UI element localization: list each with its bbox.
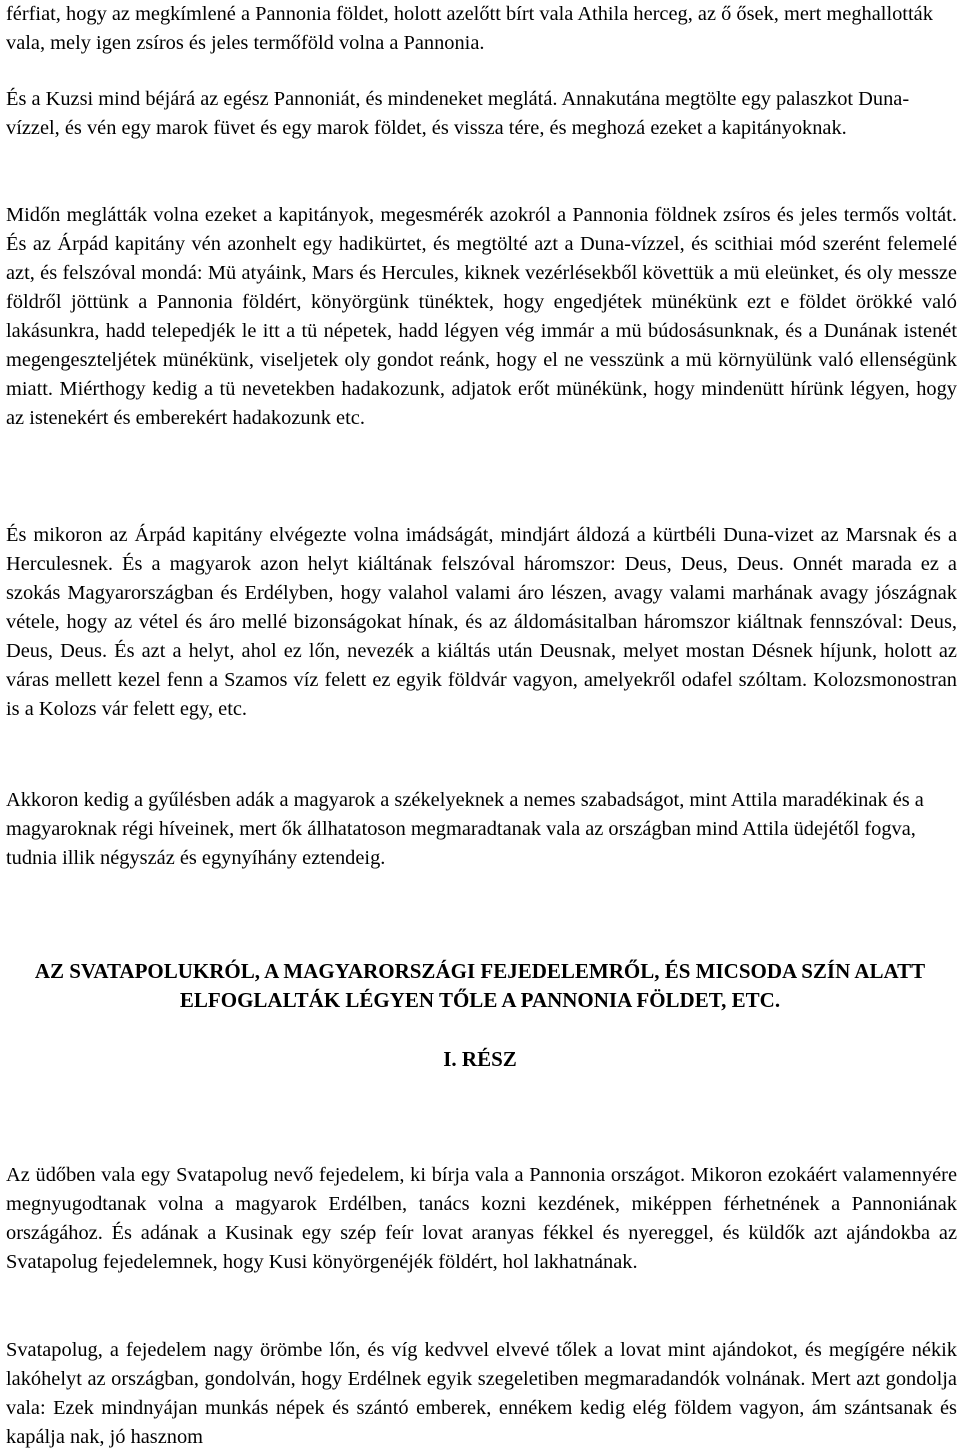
paragraph-2: És a Kuzsi mind béjárá az egész Pannoniát, és mindeneket meglátá. Annakutána megtölte egy palaszkot Duna-vízzel, és vén egy marok füvet és egy marok földet, és vissza tére, és meghozá ezeket a kapitányoknak. — [6, 88, 910, 139]
paragraph-1: férfiat, hogy az megkímlené a Pannonia földet, holott azelőtt bírt vala Athila herceg, az ő ősek, mert meghallották vala, mely igen zsíros és jeles termőföld volna a Pannonia. — [6, 3, 933, 54]
chapter-heading: AZ SVATAPOLUKRÓL, A MAGYARORSZÁGI FEJEDELEMRŐL, ÉS MICSODA SZÍN ALATT ELFOGLALTÁK LÉGYEN TŐLE A PANNONIA FÖLDET, ETC. — [34, 959, 926, 1012]
paragraph-7: Svatapolug, a fejedelem nagy örömbe lőn, és víg kedvvel elvevé tőlek a lovat mint ajándokot, és megígére nékik lakóhelyt az országban, gondolván, hogy Erdélnek egyik szegeletiben megmaradandók volnának. Mert azt gondolja vala: Ezek mindnyájan munkás népek és szántó emberek, ennékem kedig elég földem vagyon, ám szántsanak és kapálja nak, jó hasznom — [6, 1339, 957, 1448]
paragraph-5: Akkoron kedig a gyűlésben adák a magyarok a székelyeknek a nemes szabadságot, mint Attila maradékinak és a magyaroknak régi híveinek, mert ők állhatatoson megmaradtanak vala az országban mind Attila üdejétől fogva, tudnia illik négyszáz és egynyíhány eztendeig. — [6, 789, 924, 869]
part-heading: I. RÉSZ — [443, 1047, 517, 1071]
paragraph-6: Az üdőben vala egy Svatapolug nevő fejedelem, ki bírja vala a Pannonia országot. Mikoron ezokáért valamennyére megnyugodtanak volna a magyarok Erdélben, tanács kozni kezdének, miképpen férhetnének a Pannoniának országához. És adának a Kusinak egy szép feír lovat aranyas fékkel és nyereggel, és küldők azt ajándokba az Svatapolug fejedelemnek, hogy Kusi könyörgenéjék földért, hol lakhatnának. — [6, 1164, 957, 1273]
paragraph-4: És mikoron az Árpád kapitány elvégezte volna imádságát, mindjárt áldozá a kürtbéli Duna-vizet az Marsnak és a Herculesnek. És a magyarok azon helyt kiáltának felszóval háromszor: Deus, Deus, Deus. Onnét marada ez a szokás Magyarországban és Erdélyben, hogy valahol valami áro lészen, avagy valami marhának avagy jószágnak vétele, hogy az vétel és áro mellé bizonságokat hínak, és az áldomásitalban háromszor kiáltnak fennszóval: Deus, Deus, Deus. És azt a helyt, ahol ez lőn, nevezék a kiáltás után Deusnak, melyet mostan Désnek híjunk, holott az váras mellett kezel fenn a Szamos víz felett ez egyik földvár vagyon, amelyekről odafel szóltam. Kolozsmonostran is a Kolozs vár felett egy, etc. — [6, 524, 957, 720]
paragraph-3: Midőn meglátták volna ezeket a kapitányok, megesmérék azokról a Pannonia földnek zsíros és jeles termős voltát. És az Árpád kapitány vén azonhelt egy hadikürtet, és megtölté azt a Duna-vízzel, és scithiai mód szerént felemelé azt, és felszóval mondá: Mü atyáink, Mars és Hercules, kiknek vezérlésekből követtük a mü eleünket, és oly messze földről jöttünk a Pannonia földért, könyörgünk tünéktek, hogy engedjétek münékünk ezt e földet örökké való lakásunkra, hadd telepedjék le itt a tü népetek, hadd légyen vég immár a mü búdosásunknak, és a Dunának istenét megengeszteljétek münékünk, viseljetek oly gondot reánk, hogy el ne vesszünk a mü környülünk való ellenségünk miatt. Miérthogy kedig a tü nevetekben hadakozunk, adjatok erőt münékünk, hogy mindenütt hírünk légyen, hogy az istenekért és emberekért hadakozunk etc. — [6, 204, 957, 429]
